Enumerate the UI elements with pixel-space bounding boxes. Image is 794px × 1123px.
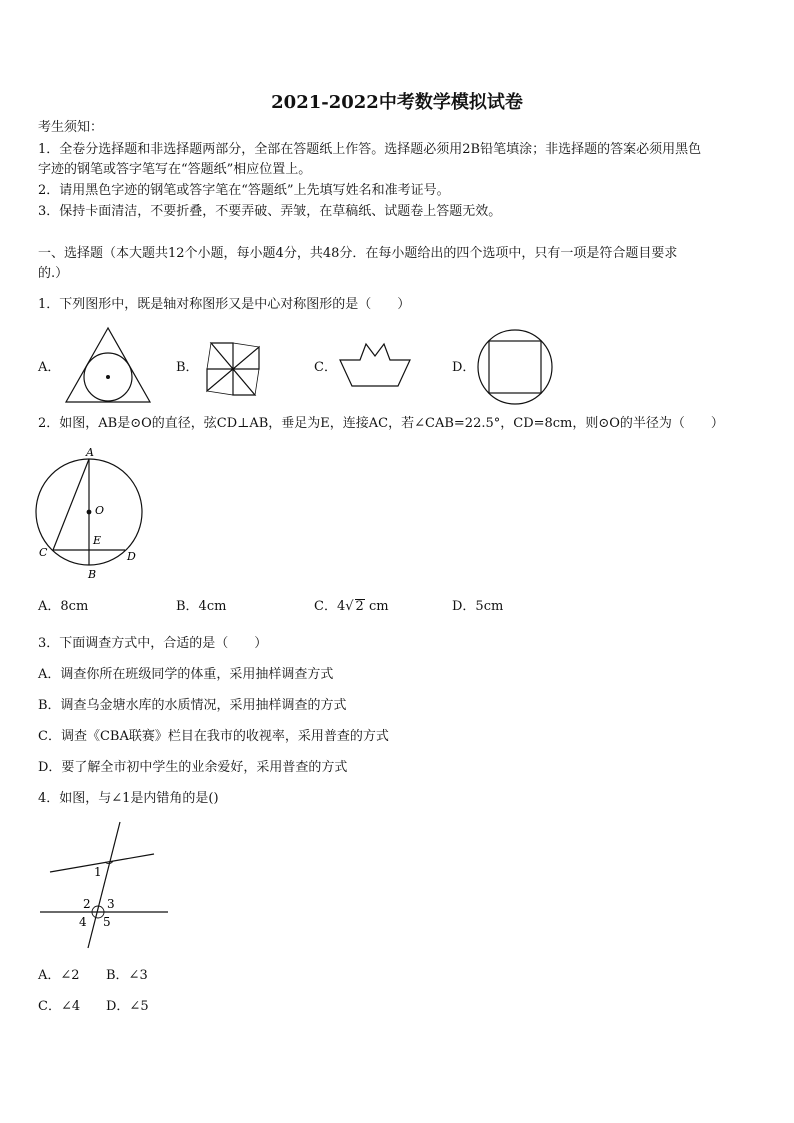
q1-stem: 1．下列图形中，既是轴对称图形又是中心对称图形的是（ ） (38, 297, 411, 312)
section-heading-cont: 的.） (38, 266, 69, 281)
q1-figure-c (338, 340, 412, 390)
q3-option-c: C．调查《CBA联赛》栏目在我市的收视率，采用普查的方式 (38, 729, 389, 744)
q4-angle-5: 5 (103, 915, 111, 929)
q4-angle-3: 3 (107, 897, 115, 911)
q1-option-a-label: A． (38, 360, 61, 375)
q3-option-a: A．调查你所在班级同学的体重，采用抽样调查方式 (38, 667, 334, 682)
q4-stem: 4．如图，与∠1是内错角的是() (38, 791, 219, 806)
q1-figure-b (204, 340, 262, 398)
q3-option-b: B．调查乌金塘水库的水质情况，采用抽样调查的方式 (38, 698, 347, 713)
q1-option-b-label: B． (176, 360, 199, 375)
q4-lines-figure (36, 818, 176, 954)
q2-option-d: D．5cm (452, 599, 504, 614)
q1-figure-a (62, 326, 154, 406)
q2-stem: 2．如图，AB是⊙O的直径，弦CD⊥AB，垂足为E，连接AC，若∠CAB=22.5°，CD=8cm，则⊙O的半径为（ ） (38, 416, 724, 431)
q2-option-c-prefix: C．4 (314, 599, 346, 614)
q2-label-a: A (86, 446, 94, 459)
q2-option-c: C．4√ 2 cm (314, 599, 389, 614)
q2-label-d: D (127, 550, 136, 563)
q4-angle-4: 4 (79, 915, 87, 929)
q4-option-d: D．∠5 (106, 999, 149, 1014)
notice-item-1-cont: 字迹的钢笔或答字笔写在“答题纸”相应位置上。 (38, 162, 312, 177)
notice-item-2: 2．请用黑色字迹的钢笔或答字笔在“答题纸”上先填写姓名和准考证号。 (38, 183, 450, 198)
notice-item-1: 1．全卷分选择题和非选择题两部分，全部在答题纸上作答。选择题必须用2B铅笔填涂；非选择题的答案必须用黑色 (38, 142, 702, 157)
q4-angle-1: 1 (94, 865, 102, 879)
q2-option-a: A．8cm (38, 599, 89, 614)
q3-stem: 3．下面调查方式中，合适的是（ ） (38, 636, 268, 651)
q4-option-a: A．∠2 (38, 968, 80, 983)
q2-label-e: E (93, 534, 102, 547)
section-heading: 一、选择题（本大题共12个小题，每小题4分，共48分．在每小题给出的四个选项中，只有一项是符合题目要求 (38, 246, 678, 261)
q4-angle-2: 2 (83, 897, 91, 911)
q1-option-d-label: D． (452, 360, 476, 375)
q4-option-c: C．∠4 (38, 999, 81, 1014)
exam-title: 2021-2022中考数学模拟试卷 (271, 92, 523, 113)
q2-option-c-unit: cm (368, 599, 389, 614)
q2-label-c: C (39, 546, 48, 559)
q2-label-o: O (95, 504, 105, 517)
q1-option-c-label: C． (314, 360, 337, 375)
q2-label-b: B (88, 568, 97, 581)
q2-option-c-root: 2 (355, 599, 364, 614)
q3-option-d: D．要了解全市初中学生的业余爱好，采用普查的方式 (38, 760, 348, 775)
q2-option-b: B．4cm (176, 599, 227, 614)
q2-circle-figure (30, 444, 145, 584)
q4-option-b: B．∠3 (106, 968, 148, 983)
q1-figure-d (476, 328, 554, 406)
notice-item-3: 3．保持卡面清洁，不要折叠，不要弄破、弄皱，在草稿纸、试题卷上答题无效。 (38, 204, 502, 219)
notice-heading: 考生须知： (38, 120, 104, 135)
